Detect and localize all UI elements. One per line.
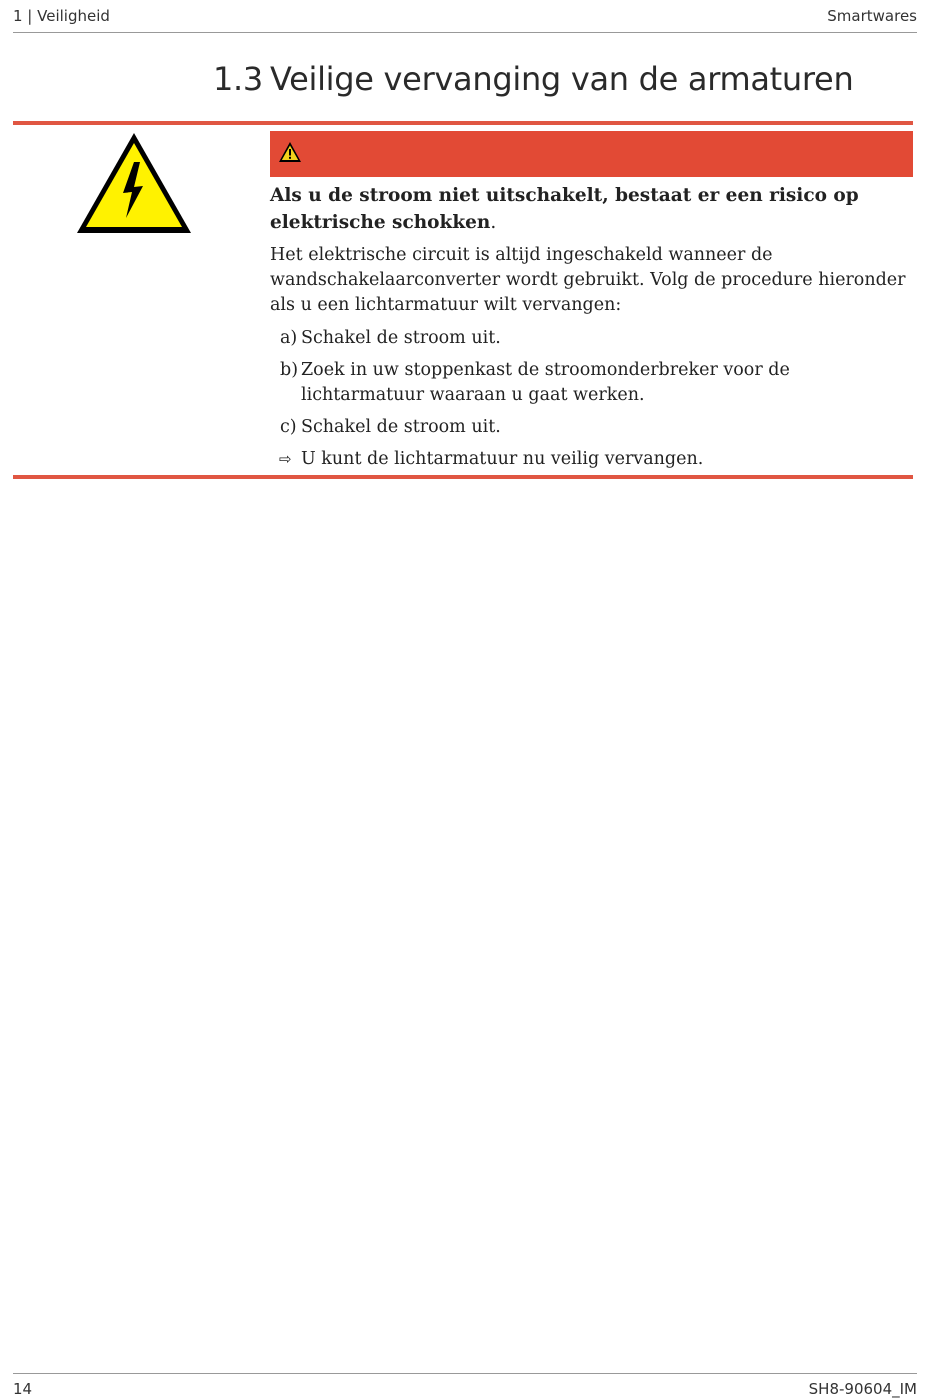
- step-marker: a): [280, 328, 298, 348]
- high-voltage-warning-icon: [74, 130, 194, 236]
- warning-bottom-rule: [13, 475, 913, 479]
- step-text: Zoek in uw stoppenkast de stroomonderbreker voor de lichtarmatuur waaraan u gaat werken.: [301, 360, 790, 405]
- warning-lead-bold: Als u de stroom niet uitschakelt, bestaat er een risico op elektrische schokken: [270, 185, 859, 233]
- procedure-steps: [270, 326, 913, 440]
- page-number: 14: [13, 1380, 33, 1398]
- warning-intro: Het elektrische circuit is altijd ingeschakeld wanneer de wandschakelaarconverter wordt gebruikt. Volg de procedure hieronder als u een lichtarmatuur wilt vervangen:: [270, 245, 906, 315]
- step-marker: b): [280, 360, 299, 380]
- section-title: Veilige vervanging van de armaturen: [270, 60, 854, 98]
- document-code: SH8-90604_IM: [808, 1380, 917, 1398]
- step-item: [270, 358, 913, 408]
- step-item: [270, 415, 913, 440]
- warning-top-rule: [13, 121, 913, 125]
- warning-content: [270, 182, 913, 472]
- danger-banner: [270, 131, 913, 177]
- section-number: 1.3: [213, 60, 263, 98]
- page-footer: [13, 1373, 917, 1398]
- step-text: Schakel de stroom uit.: [301, 328, 501, 348]
- header-chapter: 1 | Veiligheid: [13, 7, 110, 25]
- warning-lead: [270, 182, 913, 236]
- warning-triangle-icon: [278, 141, 302, 163]
- page-header: [13, 7, 917, 33]
- result-arrow-icon: ⇨: [279, 450, 292, 468]
- warning-lead-end: .: [490, 212, 497, 233]
- section-heading: [213, 60, 853, 98]
- step-item: [270, 326, 913, 351]
- procedure-result: [270, 447, 913, 472]
- result-text: U kunt de lichtarmatuur nu veilig vervangen.: [301, 449, 704, 469]
- step-text: Schakel de stroom uit.: [301, 417, 501, 437]
- step-marker: c): [280, 417, 297, 437]
- header-brand: Smartwares: [827, 7, 917, 25]
